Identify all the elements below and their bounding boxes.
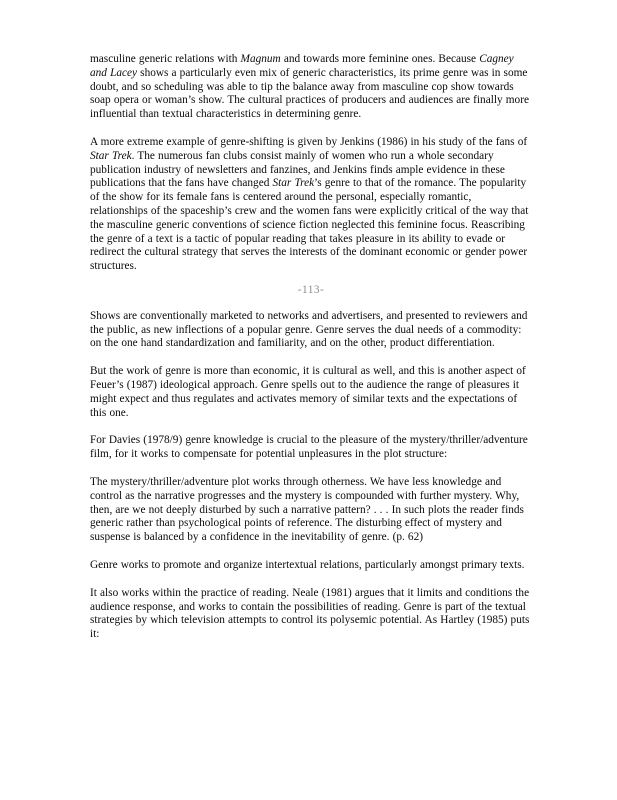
text-run: A more extreme example of genre-shifting is given by Jenkins (1986) in his study of the fans of <box>90 135 528 148</box>
italic-text-run: Magnum <box>240 53 281 65</box>
page-number <box>90 284 532 298</box>
text-column <box>90 53 532 642</box>
text-run: The mystery/thriller/adventure plot works through otherness. We have less knowledge and control as the narrative progresses and the mystery is compounded with further mystery. Why, then, are we not deeply disturbed by such a narrative pattern? . . . In such plots the reader finds generic rather than psychological points of reference. The disturbing effect of mystery and suspense is balanced by a confidence in the inevitability of genre. (p. 62) <box>90 475 524 544</box>
text-run: But the work of genre is more than economic, it is cultural as well, and this is another aspect of Feuer’s (1987) ideological approach. Genre spells out to the audience the range of pleasures it might expect and thus regulates and activates memory of similar texts and the expectations of this one. <box>90 365 526 419</box>
paragraph <box>90 587 532 642</box>
text-run: -113- <box>297 283 325 296</box>
text-run: and towards more feminine ones. Because <box>280 53 480 65</box>
text-run: ’s genre to that of the romance. The popularity of the show for its female fans is centered around the personal, especially romantic, relationships of the spaceship’s crew and the women fans were explicitly critical of the way that the masculine generic conventions of science fiction neglected this feminine focus. Reascribing the genre of a text is a tactic of popular reading that takes pleasure in its ability to evade or redirect the cultural strategy that serves the interests of the dominant economic or gender power structures. <box>90 177 529 273</box>
text-run: . The numerous fan clubs consist mainly of women who run a whole secondary publication industry of newsletters and fanzines, and Jenkins finds ample evidence in these publications that the fans have changed <box>90 149 505 190</box>
italic-text-run: Cagney and Lacey <box>90 53 514 79</box>
text-run: shows a particularly even mix of generic characteristics, its prime genre was in some doubt, and so scheduling was able to tip the balance away from masculine cop show towards soap opera or woman’s show. The cultural practices of producers and audiences are finally more influential than textual characteristics in determining genre. <box>90 66 529 121</box>
italic-text-run: Star Trek <box>272 177 315 190</box>
paragraph <box>90 310 532 351</box>
paragraph <box>90 53 532 122</box>
text-run: Shows are conventionally marketed to networks and advertisers, and presented to reviewers and the public, as new inflections of a popular genre. Genre serves the dual needs of a commodity: on the one hand standardization and familiarity, and on the other, product differentiation. <box>90 309 528 350</box>
text-run: For Davies (1978/9) genre knowledge is crucial to the pleasure of the mystery/thriller/adventure film, for it works to compensate for potential unpleasures in the plot structure: <box>90 434 528 461</box>
paragraph <box>90 365 532 420</box>
italic-text-run: Star Trek <box>90 149 132 162</box>
paragraph <box>90 434 532 462</box>
text-run: Genre works to promote and organize intertextual relations, particularly amongst primary texts. <box>90 558 525 571</box>
paragraph <box>90 559 532 573</box>
text-run: masculine generic relations with <box>90 53 241 65</box>
paragraph <box>90 136 532 274</box>
paragraph <box>90 476 532 545</box>
text-run: It also works within the practice of reading. Neale (1981) argues that it limits and conditions the audience response, and works to contain the possibilities of reading. Genre is part of the textual strategies by which television attempts to control its polysemic potential. As Hartley (1985) puts it: <box>90 586 530 641</box>
